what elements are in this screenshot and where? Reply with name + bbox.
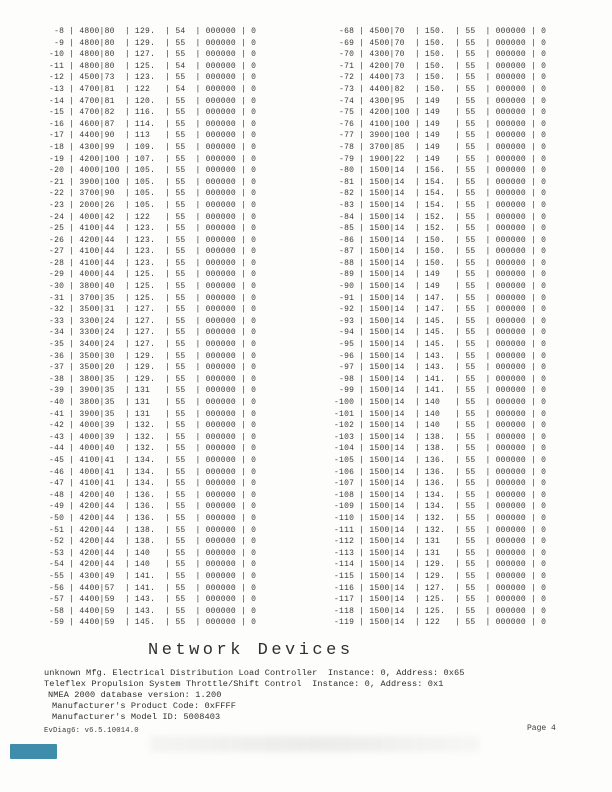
table-row: -58 | 4400|59 | 143. | 55 | 000000 | 0 [44, 606, 257, 616]
table-row: -92 | 1500|14 | 147. | 55 | 000000 | 0 [334, 305, 547, 315]
table-row: -43 | 4000|39 | 132. | 55 | 000000 | 0 [44, 432, 257, 442]
table-row: -51 | 4200|44 | 138. | 55 | 000000 | 0 [44, 525, 257, 535]
device-list [44, 668, 465, 723]
table-row: -30 | 3800|40 | 125. | 55 | 000000 | 0 [44, 282, 257, 292]
table-column-right [334, 26, 546, 629]
table-row: -77 | 3900|100 | 149 | 55 | 000000 | 0 [334, 131, 547, 141]
table-row: -20 | 4000|100 | 105. | 55 | 000000 | 0 [44, 166, 257, 176]
table-row: -108 | 1500|14 | 134. | 55 | 000000 | 0 [334, 490, 547, 500]
table-row: -95 | 1500|14 | 145. | 55 | 000000 | 0 [334, 340, 547, 350]
device-line-nmea-version: NMEA 2000 database version: 1.200 [48, 690, 222, 700]
table-row: -31 | 3700|35 | 125. | 55 | 000000 | 0 [44, 293, 257, 303]
table-row: -28 | 4100|44 | 123. | 55 | 000000 | 0 [44, 258, 257, 268]
table-row: -42 | 4000|39 | 132. | 55 | 000000 | 0 [44, 421, 257, 431]
table-row: -114 | 1500|14 | 129. | 55 | 000000 | 0 [334, 560, 547, 570]
table-row: -88 | 1500|14 | 150. | 55 | 000000 | 0 [334, 258, 547, 268]
table-row: -68 | 4500|70 | 150. | 55 | 000000 | 0 [334, 27, 547, 36]
table-row: -36 | 3500|30 | 129. | 55 | 000000 | 0 [44, 351, 257, 361]
table-row: -13 | 4700|81 | 122 | 54 | 000000 | 0 [44, 84, 257, 94]
table-row: -32 | 3500|31 | 127. | 55 | 000000 | 0 [44, 305, 257, 315]
table-row: -25 | 4100|44 | 123. | 55 | 000000 | 0 [44, 224, 257, 234]
table-row: -87 | 1500|14 | 150. | 55 | 000000 | 0 [334, 247, 547, 257]
table-row: -72 | 4400|73 | 150. | 55 | 000000 | 0 [334, 73, 547, 83]
table-row: -18 | 4300|99 | 109. | 55 | 000000 | 0 [44, 142, 257, 152]
table-row: -27 | 4100|44 | 123. | 55 | 000000 | 0 [44, 247, 257, 257]
table-row: -117 | 1500|14 | 125. | 55 | 000000 | 0 [334, 595, 547, 605]
table-row: -23 | 2000|26 | 105. | 55 | 000000 | 0 [44, 200, 257, 210]
table-row: -76 | 4100|100 | 149 | 55 | 000000 | 0 [334, 119, 547, 129]
table-row: -78 | 3700|85 | 149 | 55 | 000000 | 0 [334, 142, 547, 152]
table-row: -59 | 4400|59 | 145. | 55 | 000000 | 0 [44, 618, 257, 628]
table-row: -46 | 4000|41 | 134. | 55 | 000000 | 0 [44, 467, 257, 477]
table-row: -57 | 4400|59 | 143. | 55 | 000000 | 0 [44, 595, 257, 605]
table-row: -84 | 1500|14 | 152. | 55 | 000000 | 0 [334, 212, 547, 222]
table-row: -54 | 4200|44 | 140 | 55 | 000000 | 0 [44, 560, 257, 570]
table-row: -86 | 1500|14 | 150. | 55 | 000000 | 0 [334, 235, 547, 245]
table-row: -69 | 4500|70 | 150. | 55 | 000000 | 0 [334, 38, 547, 48]
table-row: -89 | 1500|14 | 149 | 55 | 000000 | 0 [334, 270, 547, 280]
table-row: -21 | 3900|100 | 105. | 55 | 000000 | 0 [44, 177, 257, 187]
device-line-throttle-shift: Teleflex Propulsion System Throttle/Shift Control Instance: 0, Address: 0x1 [44, 679, 444, 689]
table-row: -116 | 1500|14 | 127. | 55 | 000000 | 0 [334, 583, 547, 593]
redaction-box [10, 744, 57, 759]
table-row: -109 | 1500|14 | 134. | 55 | 000000 | 0 [334, 502, 547, 512]
table-row: -41 | 3900|35 | 131 | 55 | 000000 | 0 [44, 409, 257, 419]
table-row: -90 | 1500|14 | 149 | 55 | 000000 | 0 [334, 282, 547, 292]
table-row: -103 | 1500|14 | 138. | 55 | 000000 | 0 [334, 432, 547, 442]
table-row: -10 | 4800|80 | 127. | 55 | 000000 | 0 [44, 50, 257, 60]
table-row: -9 | 4800|80 | 129. | 55 | 000000 | 0 [44, 38, 257, 48]
table-row: -100 | 1500|14 | 140 | 55 | 000000 | 0 [334, 398, 547, 407]
table-row: -97 | 1500|14 | 143. | 55 | 000000 | 0 [334, 363, 547, 373]
table-row: -91 | 1500|14 | 147. | 55 | 000000 | 0 [334, 293, 547, 303]
table-row: -101 | 1500|14 | 140 | 55 | 000000 | 0 [334, 409, 547, 419]
table-row: -93 | 1500|14 | 145. | 55 | 000000 | 0 [334, 316, 547, 326]
table-row: -70 | 4300|70 | 150. | 55 | 000000 | 0 [334, 50, 547, 60]
table-row: -17 | 4400|90 | 113 | 55 | 000000 | 0 [44, 131, 257, 141]
table-row: -49 | 4200|44 | 136. | 55 | 000000 | 0 [44, 502, 257, 512]
table-row: -79 | 1900|22 | 149 | 55 | 000000 | 0 [334, 154, 547, 164]
section-heading: Network Devices [148, 641, 354, 660]
table-row: -14 | 4700|81 | 120. | 55 | 000000 | 0 [44, 96, 257, 106]
table-row: -55 | 4300|49 | 141. | 55 | 000000 | 0 [44, 571, 257, 581]
table-row: -40 | 3800|35 | 131 | 55 | 000000 | 0 [44, 398, 257, 407]
table-row: -113 | 1500|14 | 131 | 55 | 000000 | 0 [334, 548, 547, 558]
table-row: -71 | 4200|70 | 150. | 55 | 000000 | 0 [334, 61, 547, 71]
table-row: -81 | 1500|14 | 154. | 55 | 000000 | 0 [334, 177, 547, 187]
table-row: -45 | 4100|41 | 134. | 55 | 000000 | 0 [44, 455, 257, 465]
table-row: -24 | 4000|42 | 122 | 55 | 000000 | 0 [44, 212, 257, 222]
table-column-left [44, 26, 256, 629]
table-row: -110 | 1500|14 | 132. | 55 | 000000 | 0 [334, 513, 547, 523]
table-row: -96 | 1500|14 | 143. | 55 | 000000 | 0 [334, 351, 547, 361]
table-row: -29 | 4000|44 | 125. | 55 | 000000 | 0 [44, 270, 257, 280]
table-row: -11 | 4800|80 | 125. | 54 | 000000 | 0 [44, 61, 257, 71]
table-row: -15 | 4700|82 | 116. | 55 | 000000 | 0 [44, 108, 257, 118]
device-line-product-code: Manufacturer's Product Code: 0xFFFF [52, 701, 236, 711]
table-row: -119 | 1500|14 | 122 | 55 | 000000 | 0 [334, 618, 547, 628]
scan-artifact [150, 736, 480, 752]
table-row: -94 | 1500|14 | 145. | 55 | 000000 | 0 [334, 328, 547, 338]
table-row: -16 | 4600|87 | 114. | 55 | 000000 | 0 [44, 119, 257, 129]
table-row: -118 | 1500|14 | 125. | 55 | 000000 | 0 [334, 606, 547, 616]
table-row: -48 | 4200|40 | 136. | 55 | 000000 | 0 [44, 490, 257, 500]
table-row: -98 | 1500|14 | 141. | 55 | 000000 | 0 [334, 374, 547, 384]
table-row: -99 | 1500|14 | 141. | 55 | 000000 | 0 [334, 386, 547, 396]
table-row: -47 | 4100|41 | 134. | 55 | 000000 | 0 [44, 479, 257, 489]
table-row: -111 | 1500|14 | 132. | 55 | 000000 | 0 [334, 525, 547, 535]
table-row: -105 | 1500|14 | 136. | 55 | 000000 | 0 [334, 455, 547, 465]
table-row: -85 | 1500|14 | 152. | 55 | 000000 | 0 [334, 224, 547, 234]
table-row: -112 | 1500|14 | 131 | 55 | 000000 | 0 [334, 537, 547, 547]
table-row: -82 | 1500|14 | 154. | 55 | 000000 | 0 [334, 189, 547, 199]
table-row: -80 | 1500|14 | 156. | 55 | 000000 | 0 [334, 166, 547, 176]
table-row: -33 | 3300|24 | 127. | 55 | 000000 | 0 [44, 316, 257, 326]
table-row: -44 | 4000|40 | 132. | 55 | 000000 | 0 [44, 444, 257, 454]
table-row: -115 | 1500|14 | 129. | 55 | 000000 | 0 [334, 571, 547, 581]
page-number: Page 4 [527, 724, 556, 733]
table-row: -50 | 4200|44 | 136. | 55 | 000000 | 0 [44, 513, 257, 523]
table-row: -52 | 4200|44 | 138. | 55 | 000000 | 0 [44, 537, 257, 547]
table-row: -104 | 1500|14 | 138. | 55 | 000000 | 0 [334, 444, 547, 454]
table-row: -74 | 4300|95 | 149 | 55 | 000000 | 0 [334, 96, 547, 106]
table-row: -19 | 4200|100 | 107. | 55 | 000000 | 0 [44, 154, 257, 164]
table-row: -73 | 4400|82 | 150. | 55 | 000000 | 0 [334, 84, 547, 94]
device-line-model-id: Manufacturer's Model ID: 5008403 [52, 712, 221, 722]
table-row: -75 | 4200|100 | 149 | 55 | 000000 | 0 [334, 108, 547, 118]
table-row: -102 | 1500|14 | 140 | 55 | 000000 | 0 [334, 421, 547, 431]
table-row: -83 | 1500|14 | 154. | 55 | 000000 | 0 [334, 200, 547, 210]
table-row: -107 | 1500|14 | 136. | 55 | 000000 | 0 [334, 479, 547, 489]
table-row: -106 | 1500|14 | 136. | 55 | 000000 | 0 [334, 467, 547, 477]
table-row: -39 | 3900|35 | 131 | 55 | 000000 | 0 [44, 386, 257, 396]
table-row: -37 | 3500|20 | 129. | 55 | 000000 | 0 [44, 363, 257, 373]
table-row: -12 | 4500|73 | 123. | 55 | 000000 | 0 [44, 73, 257, 83]
table-row: -22 | 3700|90 | 105. | 55 | 000000 | 0 [44, 189, 257, 199]
table-row: -35 | 3400|24 | 127. | 55 | 000000 | 0 [44, 340, 257, 350]
table-row: -26 | 4200|44 | 123. | 55 | 000000 | 0 [44, 235, 257, 245]
table-row: -38 | 3800|35 | 129. | 55 | 000000 | 0 [44, 374, 257, 384]
table-row: -53 | 4200|44 | 140 | 55 | 000000 | 0 [44, 548, 257, 558]
device-line-load-controller: unknown Mfg. Electrical Distribution Load Controller Instance: 0, Address: 0x65 [44, 668, 465, 678]
table-row: -34 | 3300|24 | 127. | 55 | 000000 | 0 [44, 328, 257, 338]
table-row: -8 | 4800|80 | 129. | 54 | 000000 | 0 [44, 27, 257, 36]
app-version-label: EvDiag6: v6.5.10014.0 [44, 727, 139, 735]
table-row: -56 | 4400|57 | 141. | 55 | 000000 | 0 [44, 583, 257, 593]
